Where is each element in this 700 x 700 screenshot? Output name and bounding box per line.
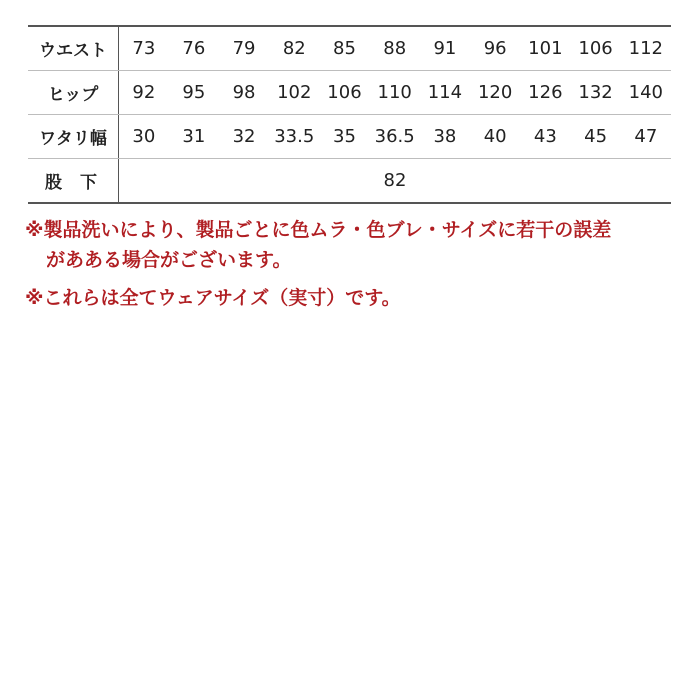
- table-cell: 36.5: [370, 115, 420, 159]
- table-cell: 31: [169, 115, 219, 159]
- table-cell: 85: [319, 26, 369, 71]
- table-cell: 101: [520, 26, 570, 71]
- table-cell: 79: [219, 26, 269, 71]
- table-row-inseam: [28, 159, 671, 204]
- table-cell: 43: [520, 115, 570, 159]
- size-table: [28, 25, 671, 204]
- table-cell: 96: [470, 26, 520, 71]
- table-cell: 30: [119, 115, 169, 159]
- table-cell: 120: [470, 71, 520, 115]
- table-cell: 91: [420, 26, 470, 71]
- table-cell: 98: [219, 71, 269, 115]
- row-label-thigh-width: ワタリ幅: [28, 115, 119, 159]
- note-line: があある場合がございます。: [46, 249, 292, 271]
- note-line: ※製品洗いにより、製品ごとに色ムラ・色ブレ・サイズに若干の誤差: [25, 219, 612, 241]
- notes-section: [25, 215, 685, 313]
- table-cell: 40: [470, 115, 520, 159]
- table-cell: 88: [370, 26, 420, 71]
- table-cell: 126: [520, 71, 570, 115]
- table-cell: 132: [570, 71, 620, 115]
- inseam-value: 82: [119, 159, 672, 204]
- table-cell: 32: [219, 115, 269, 159]
- note-wash-variance: [25, 215, 685, 275]
- table-cell: 95: [169, 71, 219, 115]
- table-cell: 140: [621, 71, 671, 115]
- table-cell: 92: [119, 71, 169, 115]
- row-label-hip: ヒップ: [28, 71, 119, 115]
- table-cell: 33.5: [269, 115, 319, 159]
- table-row-thigh-width: [28, 115, 671, 159]
- table-row-hip: [28, 71, 671, 115]
- table-cell: 106: [570, 26, 620, 71]
- table-cell: 114: [420, 71, 470, 115]
- table-row-waist: [28, 26, 671, 71]
- table-cell: 110: [370, 71, 420, 115]
- row-label-inseam: 股下: [28, 159, 119, 204]
- table-cell: 38: [420, 115, 470, 159]
- table-cell: 45: [570, 115, 620, 159]
- table-cell: 73: [119, 26, 169, 71]
- table-cell: 76: [169, 26, 219, 71]
- row-label-waist: ウエスト: [28, 26, 119, 71]
- table-cell: 106: [319, 71, 369, 115]
- table-cell: 35: [319, 115, 369, 159]
- table-cell: 112: [621, 26, 671, 71]
- table-cell: 102: [269, 71, 319, 115]
- table-cell: 47: [621, 115, 671, 159]
- note-actual-size: ※これらは全てウェアサイズ（実寸）です。: [25, 287, 401, 309]
- table-cell: 82: [269, 26, 319, 71]
